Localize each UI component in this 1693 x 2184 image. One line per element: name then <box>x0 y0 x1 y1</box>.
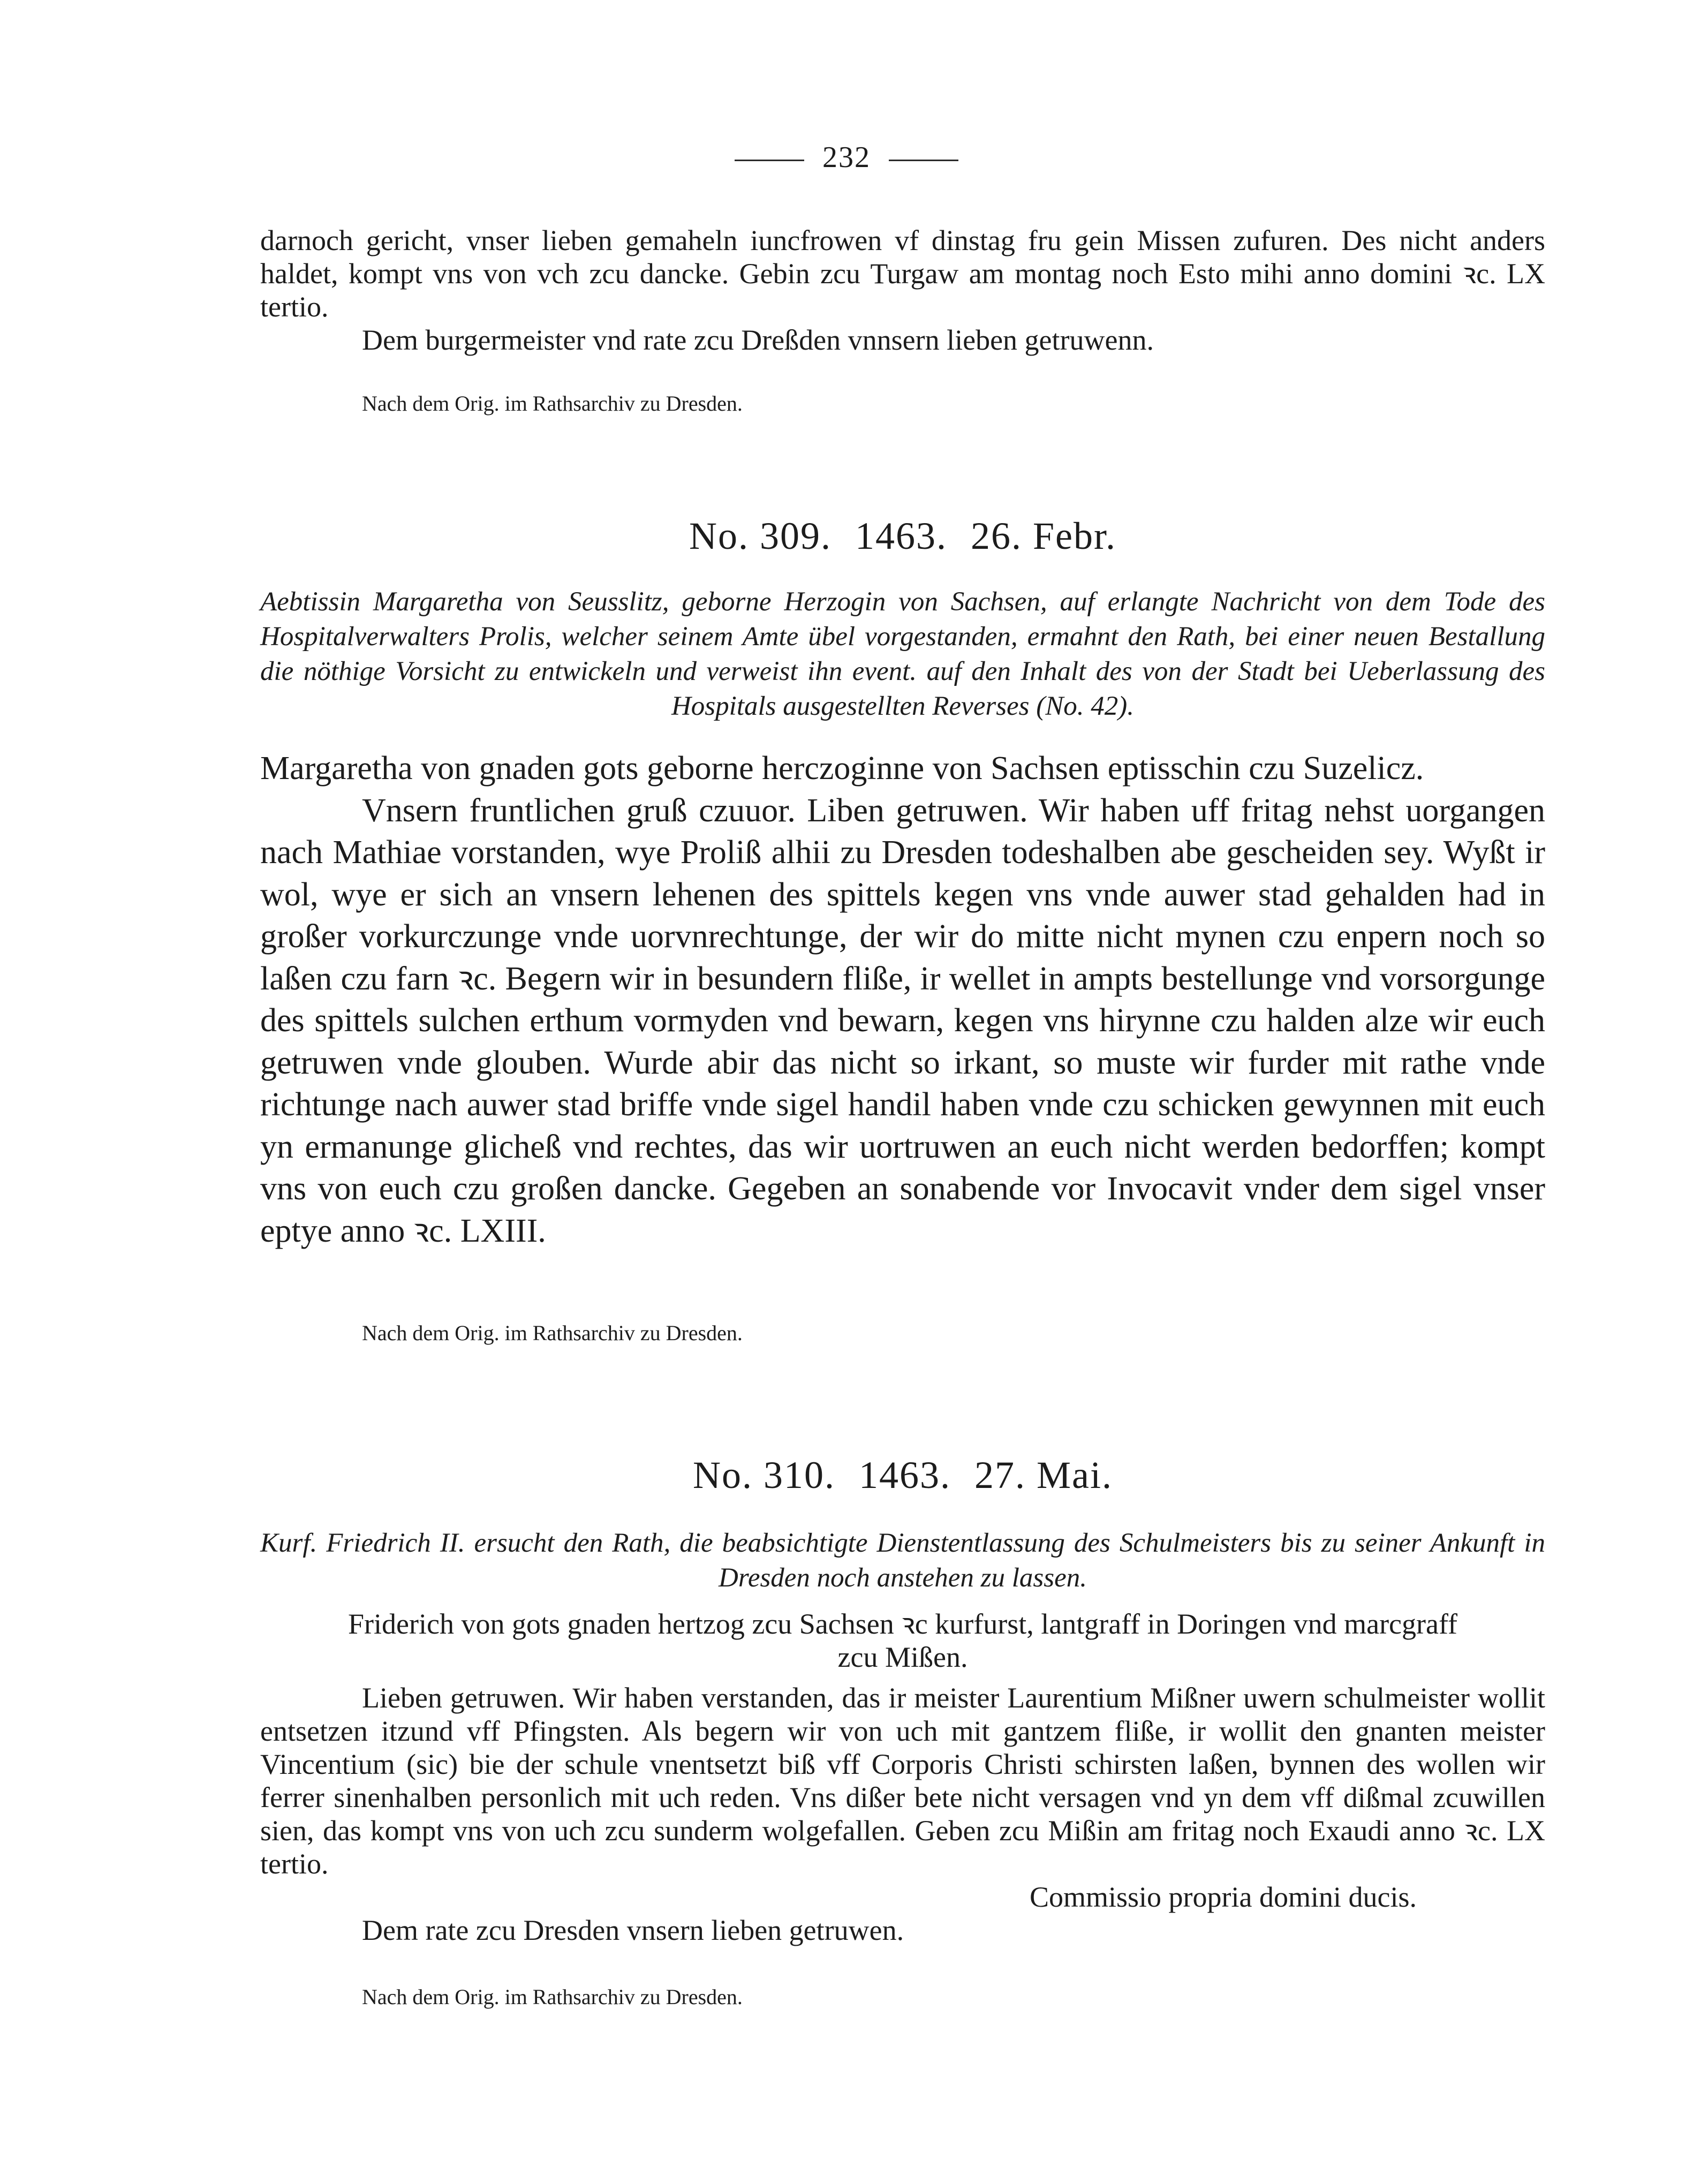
entry-310-source <box>260 1984 1545 2010</box>
continuation-text <box>260 224 1545 357</box>
source-note: Nach dem Orig. im Rathsarchiv zu Dresden. <box>362 1985 743 2009</box>
entry-year: 1463. <box>859 1454 951 1497</box>
page-number: 232 <box>822 141 871 174</box>
intitulatio: Friderich von gots gnaden hertzog zcu Sachsen ꝛc kurfurst, lantgraff in Doringen vnd marcgraff zcu Mißen. <box>348 1608 1457 1673</box>
intitulatio: Margaretha von gnaden gots geborne herczoginne von Sachsen eptisschin czu Suzelicz. <box>260 750 1424 787</box>
letter-address: Dem rate zcu Dresden vnsern lieben getruwen. <box>362 1914 904 1946</box>
entry-309-body <box>260 747 1545 1252</box>
closing-note: Commissio propria domini ducis. <box>1030 1881 1417 1913</box>
letter-text: Vnsern fruntlichen gruß czuuor. Liben getruwen. Wir haben uff fritag nehst uorgangen nach Mathiae vorstanden, wye Proliß alhii zu Dresden todeshalben abe gescheiden sey. Wyßt ir wol, wye er sich an vnsern lehenen des spittels kegen vns vnde auwer stad gehalden had in großer vorkurczunge vnde uorvnrechtunge, der wir do mitte nicht mynen czu enpern noch so laßen czu farn ꝛc. Begern wir in besundern fliße, ir wellet in ampts bestellunge vnd vorsorgunge des spittels sulchen erthum vormyden vnd bewarn, kegen vns hirynne czu halden alze wir euch getruwen vnde glouben. Wurde abir das nicht so irkant, so muste wir furder mit rathe vnde richtunge nach auwer stad briffe vnde sigel handil haben vnde czu schicken gewynnen mit euch yn ermanunge glicheß vnd rechtes, das wir uortruwen an euch nicht werden bedorffen; kompt vns von euch czu großen dancke. Gegeben an sonabende vor Invocavit vnder dem sigel vnser eptye anno ꝛc. LXIII. <box>260 792 1545 1249</box>
entry-310-summary <box>260 1526 1545 1596</box>
entry-309-source <box>260 1320 1545 1346</box>
continuation-address: Dem burgermeister vnd rate zcu Dreßden vnnsern lieben getruwenn. <box>362 324 1154 356</box>
source-note: Nach dem Orig. im Rathsarchiv zu Dresden. <box>362 1321 743 1345</box>
entry-number: No. 309. <box>689 515 832 557</box>
header-rule-right <box>889 160 958 161</box>
regest-text: Kurf. Friedrich II. ersucht den Rath, die beabsichtigte Dienstentlassung des Schulmeisters bis zu seiner Ankunft in Dresden noch anstehen zu lassen. <box>260 1528 1545 1593</box>
header-rule-left <box>735 160 804 161</box>
entry-310-intitulatio <box>260 1607 1545 1674</box>
entry-310-body <box>260 1681 1545 1947</box>
entry-310-title <box>260 1453 1545 1498</box>
entry-number: No. 310. <box>693 1454 835 1497</box>
entry-309-title <box>260 514 1545 558</box>
entry-date: 26. Febr. <box>970 515 1116 557</box>
entry-date: 27. Mai. <box>974 1454 1113 1497</box>
entry-year: 1463. <box>855 515 947 557</box>
letter-text: Lieben getruwen. Wir haben verstanden, das ir meister Laurentium Mißner uwern schulmeister wollit entsetzen itzund vff Pfingsten. Als begern wir von uch mit gantzem fliße, ir wollit den gnanten meister Vincentium (sic) bie der schule vnentsetzt biß vff Corporis Christi schirsten laßen, bynnen des wollen wir ferrer sinenhalben personlich mit uch reden. Vns dißer bete nicht versagen vnd yn dem vff dißmal zcuwillen sien, das kompt vns von uch zcu sunderm wolgefallen. Geben zcu Mißin am fritag noch Exaudi anno ꝛc. LX tertio. <box>260 1682 1545 1880</box>
continuation-source <box>260 391 1545 417</box>
page-header <box>0 140 1693 175</box>
source-note: Nach dem Orig. im Rathsarchiv zu Dresden. <box>362 391 743 415</box>
regest-text: Aebtissin Margaretha von Seusslitz, geborne Herzogin von Sachsen, auf erlangte Nachricht von dem Tode des Hospitalverwalters Prolis, welcher seinem Amte übel vorgestanden, ermahnt den Rath, bei einer neuen Bestallung die nöthige Vorsicht zu entwickeln und verweist ihn event. auf den Inhalt des von der Stadt bei Ueberlassung des Hospitals ausgestellten Reverses (No. 42). <box>260 587 1545 721</box>
entry-309-summary <box>260 585 1545 724</box>
continuation-paragraph: darnoch gericht, vnser lieben gemaheln iuncfrowen vf dinstag fru gein Missen zufuren. Des nicht anders haldet, kompt vns von vch zcu dancke. Gebin zcu Turgaw am montag noch Esto mihi anno domini ꝛc. LX tertio. <box>260 224 1545 323</box>
